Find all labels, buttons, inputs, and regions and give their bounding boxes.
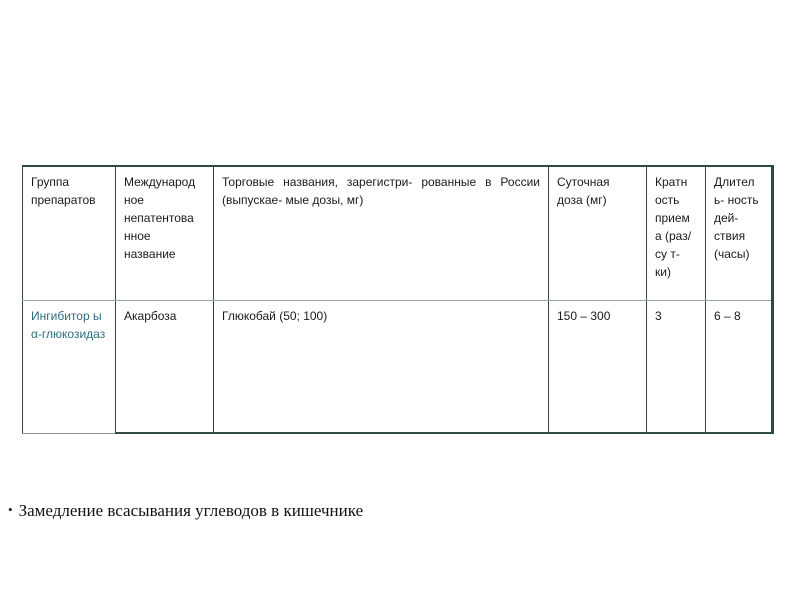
table-header-row <box>23 166 773 301</box>
cell-daily-dose: 150 – 300 <box>549 301 647 434</box>
header-international-name: Международ ное непатентова нное название <box>116 166 214 301</box>
table-row <box>23 301 773 434</box>
bullet-point <box>8 501 363 521</box>
cell-frequency: 3 <box>647 301 706 434</box>
header-frequency: Кратн ость прием а (раз/су т- ки) <box>647 166 706 301</box>
header-drug-group: Группа препаратов <box>23 166 116 301</box>
cell-trade-names: Глюкобай (50; 100) <box>214 301 549 434</box>
bullet-icon: • <box>8 502 13 517</box>
header-duration: Длител ь- ность дей- ствия (часы) <box>706 166 773 301</box>
bullet-text: Замедление всасывания углеводов в кишечнике <box>18 501 364 520</box>
cell-drug-group: Ингибитор ы α-глюкозидаз <box>23 301 116 434</box>
drug-table <box>22 165 774 434</box>
cell-international-name: Акарбоза <box>116 301 214 434</box>
header-trade-names: Торговые названия, зарегистри- рованные в России (выпускае- мые дозы, мг) <box>214 166 549 301</box>
header-daily-dose: Суточная доза (мг) <box>549 166 647 301</box>
cell-duration: 6 – 8 <box>706 301 773 434</box>
